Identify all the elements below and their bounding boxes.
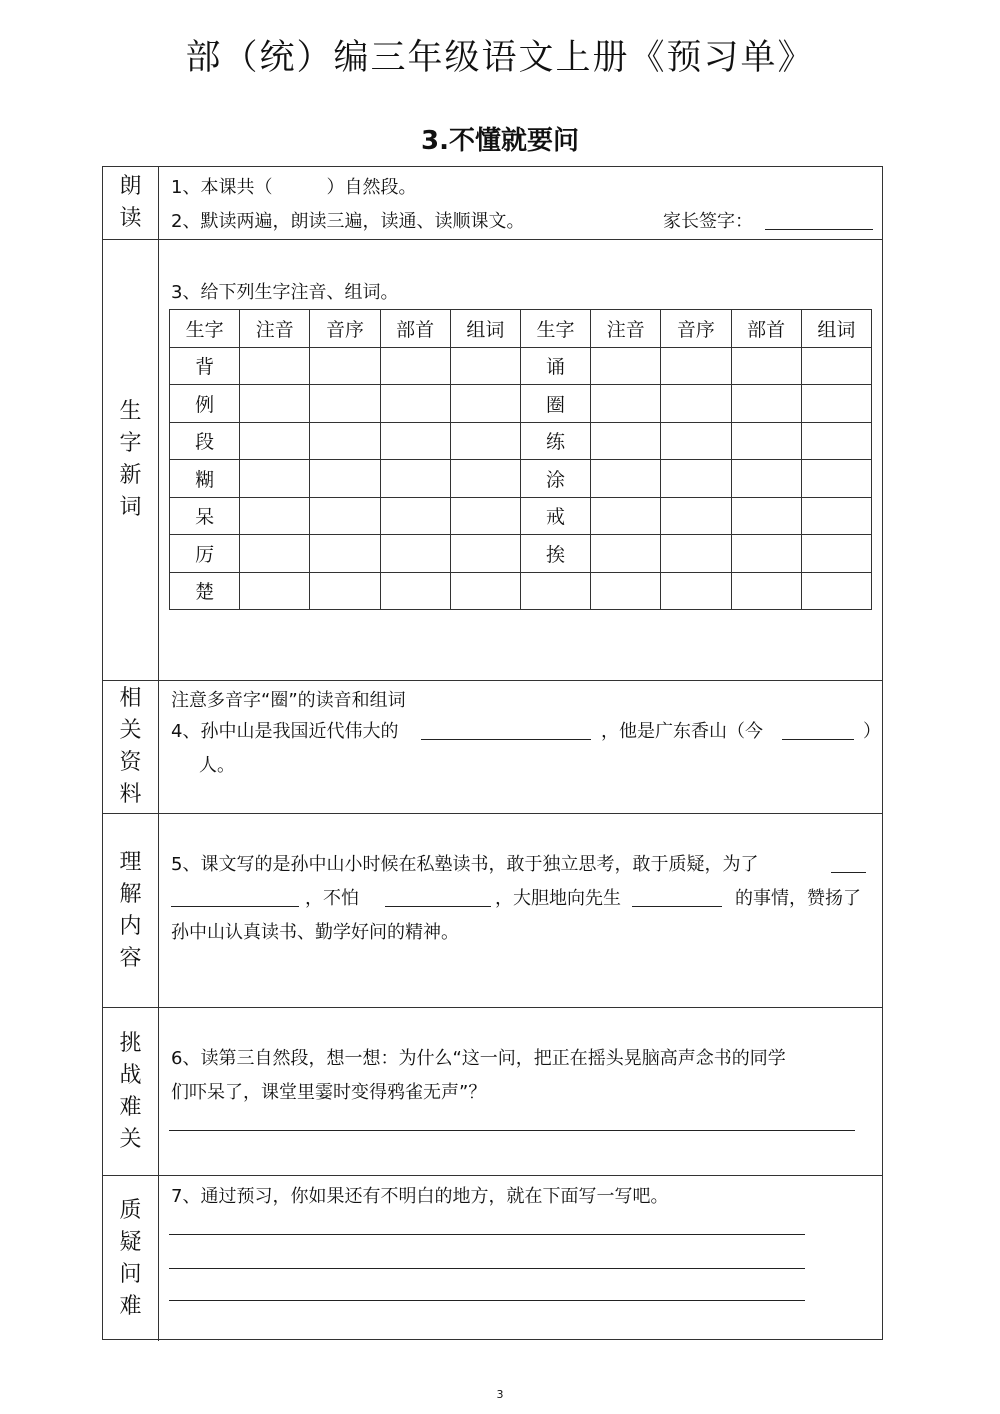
question-5-line3: 孙中山认真读书、勤学好问的精神。 [171, 922, 459, 943]
char-cell: 段 [170, 422, 240, 460]
answer-cell[interactable] [450, 460, 520, 498]
answer-cell[interactable] [661, 347, 731, 385]
answer-line[interactable] [169, 1234, 805, 1235]
question-5-line2c: 的事情，赞扬了 [735, 888, 861, 909]
header-cell: 注音 [591, 310, 661, 348]
answer-cell[interactable] [240, 535, 310, 573]
answer-cell[interactable] [240, 385, 310, 423]
char-cell: 糊 [170, 460, 240, 498]
answer-cell[interactable] [240, 347, 310, 385]
answer-cell[interactable] [380, 385, 450, 423]
answer-cell[interactable] [240, 572, 310, 610]
answer-line[interactable] [169, 1300, 805, 1301]
answer-cell[interactable] [450, 347, 520, 385]
question-1: 1、本课共（ ）自然段。 [171, 177, 417, 198]
answer-blank[interactable] [831, 872, 866, 873]
section-questions [103, 1176, 882, 1341]
header-cell: 音序 [661, 310, 731, 348]
answer-cell[interactable] [380, 460, 450, 498]
answer-cell[interactable] [731, 347, 801, 385]
section-label: 生字新词 [103, 240, 159, 680]
table-row [170, 347, 872, 385]
table-row [170, 460, 872, 498]
answer-line[interactable] [169, 1268, 805, 1269]
question-5-line1: 5、课文写的是孙中山小时候在私塾读书，敢于独立思考，敢于质疑，为了 [171, 854, 759, 875]
characters-table [169, 309, 872, 610]
section-challenge [103, 1008, 882, 1176]
answer-blank[interactable] [385, 906, 491, 907]
answer-cell[interactable] [801, 497, 871, 535]
header-cell: 部首 [380, 310, 450, 348]
question-4-part2: ，他是广东香山（今 [601, 721, 763, 742]
header-cell: 生字 [170, 310, 240, 348]
answer-cell[interactable] [661, 535, 731, 573]
char-cell: 背 [170, 347, 240, 385]
answer-cell[interactable] [661, 572, 731, 610]
section-label: 朗读 [103, 167, 159, 239]
header-cell: 部首 [731, 310, 801, 348]
answer-cell[interactable] [310, 497, 380, 535]
char-cell: 厉 [170, 535, 240, 573]
answer-cell[interactable] [310, 347, 380, 385]
table-row [170, 422, 872, 460]
answer-cell[interactable] [591, 460, 661, 498]
answer-cell[interactable] [240, 497, 310, 535]
answer-cell[interactable] [380, 572, 450, 610]
answer-blank[interactable] [421, 739, 591, 740]
answer-cell[interactable] [661, 385, 731, 423]
answer-cell[interactable] [450, 572, 520, 610]
header-cell: 组词 [801, 310, 871, 348]
char-cell: 涂 [520, 460, 590, 498]
question-3: 3、给下列生字注音、组词。 [171, 282, 399, 303]
worksheet-table [102, 166, 883, 1340]
char-cell: 例 [170, 385, 240, 423]
answer-cell[interactable] [450, 497, 520, 535]
answer-cell[interactable] [801, 460, 871, 498]
answer-cell[interactable] [731, 385, 801, 423]
section-reading [103, 167, 882, 240]
answer-cell[interactable] [380, 347, 450, 385]
char-cell: 挨 [520, 535, 590, 573]
answer-cell[interactable] [240, 460, 310, 498]
question-2: 2、默读两遍，朗读三遍，读通、读顺课文。 [171, 211, 525, 232]
answer-cell[interactable] [240, 422, 310, 460]
question-4-part1: 4、孙中山是我国近代伟大的 [171, 721, 399, 742]
char-cell: 诵 [520, 347, 590, 385]
answer-cell[interactable] [591, 422, 661, 460]
answer-cell[interactable] [591, 497, 661, 535]
answer-line[interactable] [169, 1130, 855, 1131]
answer-cell[interactable] [801, 347, 871, 385]
section-label: 挑战难关 [103, 1008, 159, 1175]
question-5-line2a: ，不怕 [305, 888, 359, 909]
question-7: 7、通过预习，你如果还有不明白的地方，就在下面写一写吧。 [171, 1186, 669, 1207]
answer-cell[interactable] [661, 460, 731, 498]
section-vocab [103, 240, 882, 711]
table-row [170, 572, 872, 610]
lesson-title: 3.不懂就要问 [421, 126, 579, 156]
answer-cell[interactable] [731, 460, 801, 498]
answer-blank[interactable] [782, 739, 854, 740]
answer-cell[interactable] [450, 535, 520, 573]
answer-cell[interactable] [310, 385, 380, 423]
answer-cell[interactable] [310, 422, 380, 460]
header-cell: 注音 [240, 310, 310, 348]
char-cell: 戒 [520, 497, 590, 535]
question-6-line1: 6、读第三自然段，想一想：为什么“这一问，把正在摇头晃脑高声念书的同学 [171, 1048, 786, 1069]
header-cell: 组词 [450, 310, 520, 348]
table-header-row [170, 310, 872, 348]
answer-cell[interactable] [661, 497, 731, 535]
section-label: 质疑问难 [103, 1176, 159, 1341]
section-understand [103, 814, 882, 1008]
question-6-line2: 们吓呆了，课堂里霎时变得鸦雀无声”？ [171, 1082, 487, 1103]
char-cell: 楚 [170, 572, 240, 610]
section-label: 相关资料 [103, 681, 159, 813]
header-cell: 生字 [520, 310, 590, 348]
answer-cell[interactable] [731, 422, 801, 460]
answer-cell[interactable] [450, 385, 520, 423]
answer-cell[interactable] [801, 572, 871, 610]
answer-cell[interactable] [591, 535, 661, 573]
answer-cell[interactable] [380, 497, 450, 535]
answer-cell[interactable] [310, 535, 380, 573]
answer-blank[interactable] [632, 906, 722, 907]
char-cell [520, 572, 590, 610]
answer-cell[interactable] [801, 422, 871, 460]
table-row [170, 385, 872, 423]
answer-cell[interactable] [310, 572, 380, 610]
answer-cell[interactable] [380, 535, 450, 573]
answer-cell[interactable] [731, 497, 801, 535]
page-number: 3 [496, 1388, 504, 1401]
answer-cell[interactable] [591, 385, 661, 423]
answer-cell[interactable] [801, 385, 871, 423]
parent-signature-field[interactable] [765, 229, 873, 230]
section-label: 理解内容 [103, 814, 159, 1007]
char-cell: 圈 [520, 385, 590, 423]
question-5-line2b: ，大胆地向先生 [495, 888, 621, 909]
section-info [103, 681, 882, 814]
header-cell: 音序 [310, 310, 380, 348]
answer-cell[interactable] [450, 422, 520, 460]
question-4-part4: 人。 [199, 755, 235, 776]
polyphone-note: 注意多音字“圈”的读音和组词 [171, 690, 406, 711]
answer-cell[interactable] [801, 535, 871, 573]
question-4-part3: ） [863, 721, 881, 742]
page-title: 部（统）编三年级语文上册《预习单》 [185, 38, 815, 78]
table-row [170, 535, 872, 573]
answer-cell[interactable] [380, 422, 450, 460]
answer-cell[interactable] [310, 460, 380, 498]
char-cell: 练 [520, 422, 590, 460]
answer-cell[interactable] [661, 422, 731, 460]
answer-cell[interactable] [731, 535, 801, 573]
table-row [170, 497, 872, 535]
answer-cell[interactable] [591, 347, 661, 385]
parent-signature-label: 家长签字： [663, 211, 753, 232]
char-cell: 呆 [170, 497, 240, 535]
answer-cell[interactable] [731, 572, 801, 610]
answer-blank[interactable] [171, 906, 299, 907]
answer-cell[interactable] [591, 572, 661, 610]
